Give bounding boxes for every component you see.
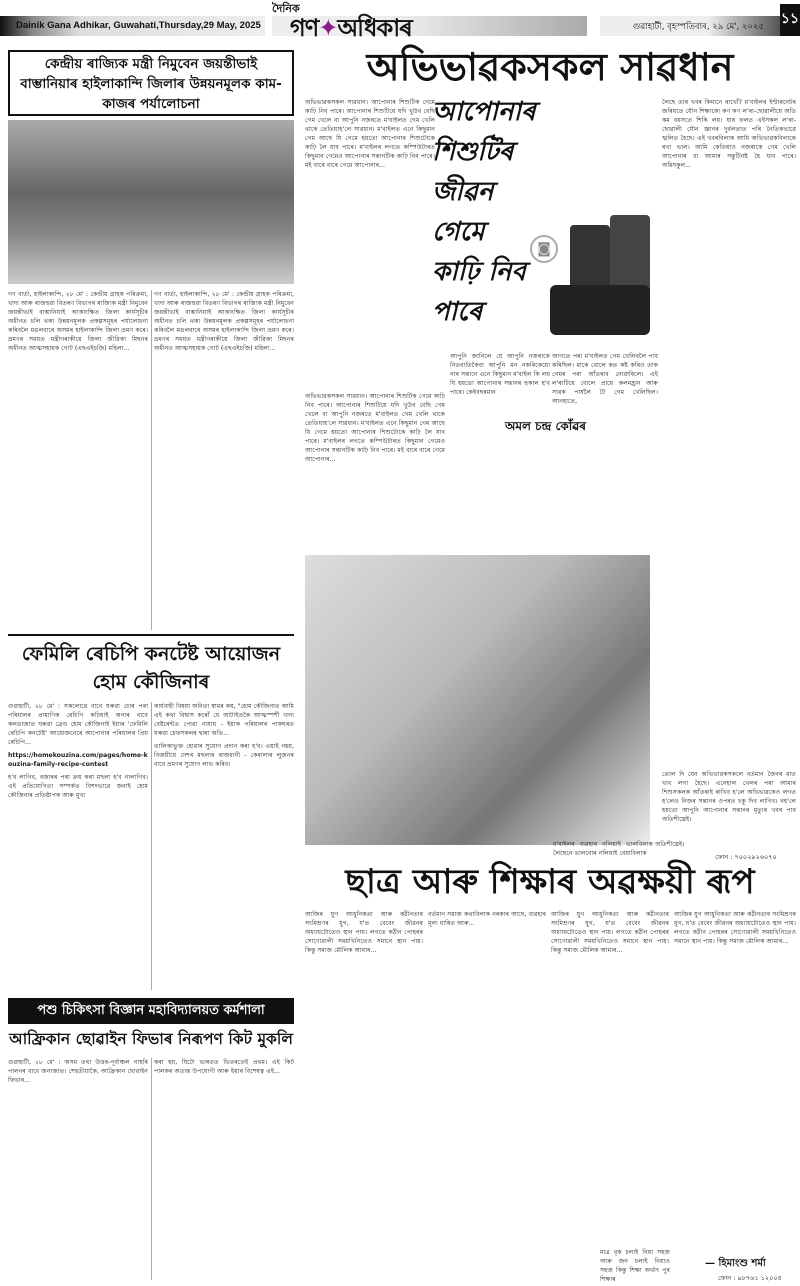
people-figure-icon: ✦ — [318, 14, 338, 42]
students-phone: ফোন : ৯৮৭৬১ ১২০০৫ — [718, 1274, 782, 1282]
minister-headline-box — [8, 50, 294, 116]
newspaper-logo[interactable] — [272, 0, 592, 42]
parents-body-left: অভিভাৱকসকল সাৱধান। আপোনাৰ শিশুটিক গেমে কাঢ়ি নিব পাৰে। আপোনাৰ শিশুটিয়ে যদি খুউব বেছি গেম খেলে বা আপুনি নজৰতে ম'বাইলত গেম খেলি থাকে তেতিয়াহ'লে সাৱধান। ম'বাইলত এনে কিছুমান গেম আছে যি গেমে হয়তো আপোনাৰ শিশুটোকে কাঢ়ি লৈ যাব পাৰে। ম'বাইলৰ লগতে কম্পিউটাৰত কিছুমান গেমেও আপোনাৰ সন্তানটিক কাঢ়ি নিব পাৰে। মই বাৰে বাৰে গেমে আপোনাৰ... — [305, 393, 445, 463]
students-col4: আজিৰ যুগ আধুনিকতা আৰু কঠীনতাৰ সংমিশ্ৰণৰ যুগ, য'ত বেবেং জীৱনৰ অধ্যায়টোতেও স্থান পায়। লগতে কঠীন পোহৰৰ সোণোৱালী সময়খিনিতেও সমানে স্থান পায়। কিন্তু সমাজ মৌলিক আমাৰ... — [674, 911, 796, 945]
students-col3: আজিৰ যুগ আধুনিকতা আৰু কঠীনতাৰ সংমিশ্ৰণৰ যুগ, য'ত বেবেং জীৱনৰ অধ্যায়টোতেও স্থান পায়। লগতে কঠীন পোহৰৰ সোণোৱালী সময়খিনিতেও সমানে স্থান পায়। কিন্তু সমাজ মৌলিক আমাৰ... — [551, 911, 669, 954]
group-photo — [8, 120, 294, 284]
mobile-games-illustration — [530, 215, 650, 340]
pull-quote: আপোনাৰ শিশুটিৰ জীৱন গেমে কাঢ়ি নিব পাৰে — [432, 97, 536, 327]
logo-title: গণ✦অধিকাৰ — [290, 14, 412, 42]
vet-kicker[interactable]: পশু চিকিৎসা বিজ্ঞান মহাবিদ্যালয়ত কৰ্মশালা — [8, 998, 294, 1024]
parents-tail-mid: অতিশীঘ্ৰেই। — [655, 841, 685, 848]
android-icon: ◙ — [530, 235, 558, 263]
parents-right-col: লৈছে তাৰ খবৰ কিমানে ৰাখোঁ? ম'বাইলৰ ইণ্টাৰনেটৰ জৰিয়তে যৌন শিক্ষাকো কণ কণ ল'ৰা-ছোৱালীয়ে অতি কম বয়সতে শিকি লয়। যাৰ ফলত এইসকল ল'ৰা-ছোৱালী যৌন জ্ঞানৰ দুৰ্বলতাত পৰি নৈতিকভাৱে স্খলিত হৈছে। এই খবৰবিলাক আমি অভিভাৱকবিলাকে ৰখা ভাল। আমি কেতিয়াও নজৰাকে গেম খেলি আপোনাৰ বা আমাৰ সন্তুটিনষ্ট হৈ যাব পাৰে। অমিযকুল... — [662, 99, 796, 169]
parents-mid-text: আপুনি জানিলে যে আপুনি নজৰাকে নিতবাতিকৈবা আপুনি মন নকৰিকেয়ো নাৰ সন্তানে এনে কিছুমান ম'বাইল কি লয় যি হয়তো আপোনাৰ সন্তানৰ হুকাল হ'ব পাৰে। কেইবছৰমান — [450, 353, 550, 396]
parents-col4: আগতে পৰা ম'বাইলত গেম খেলিবলৈ পাব কৰিছিল। মাকে বোলে কত কষ্ট কৰিও তাক গেমৰ পৰা আঁতৰাব নোৱাৰিলে। এই ল'ৰাটিয়ে বোলে প্ৰায়ে কলমহ্ৰান আৰু সাৱক পাৰ্ষলৈ টৈ গেম খেলিছিল। আনহাতে, — [552, 353, 658, 405]
assamese-dateline-bar — [600, 16, 780, 36]
girl-with-headphones-photo — [305, 555, 650, 845]
minister-headline[interactable]: কেন্দ্ৰীয় ৰাজ্যিক মন্ত্ৰী নিমুবেন জয়ন্তীভাই বাম্ভানিয়াৰ হাইলাকান্দি জিলাৰ উন্নয়নমূলক কাম-কাজৰ পৰ্যালোচনা — [20, 56, 282, 112]
english-dateline-bar — [0, 16, 265, 36]
parents-phone: ফোন : ৭০০২৯২৬০৭০ — [715, 853, 777, 861]
logo-prefix: দৈনিক — [272, 2, 300, 15]
recipe-url[interactable]: https://homekouzina.com/pages/home-kouzina-family-recipe-contest — [8, 752, 148, 768]
students-tail: মাত্ৰ বৃক চলাই নিয়া সহজ আৰু জন চলাই নিয়াও সহজ কিন্তু শিক্ষা অৰ্থাৎ পুৰ শিক্ষাৰ — [600, 1249, 670, 1283]
vet-body-col2: কৰা হয়, যিটো ভাৰতত ভিতৰতেই প্ৰথম। এই কিট পালকৰ অত্যন্ত উপযোগী আৰু ইয়াৰ বিশেষত্ব এই... — [154, 1059, 294, 1075]
parents-author: অমল চন্দ্ৰ কোঁৱৰ — [505, 419, 587, 433]
vet-headline[interactable]: আফ্ৰিকান ছোৱাইন ফিভাৰ নিৰূপণ কিট মুকলি — [9, 1030, 293, 1048]
english-dateline: Dainik Gana Adhikar, Guwahati,Thursday,29 May, 2025 — [16, 20, 261, 31]
students-headline[interactable]: ছাত্ৰ আৰু শিক্ষাৰ অৱক্ষয়ী ৰূপ — [345, 862, 755, 902]
parents-headline[interactable]: অভিভাৱকসকল সাৱধান — [366, 45, 734, 89]
students-col1: আজিৰ যুগ আধুনিকতা আৰু কঠীনতাৰ সংমিশ্ৰণৰ যুগ, য'ত বেবেং জীৱনৰ অধ্যায়টোতেও স্থান পায়। লগতে কঠীন পোহৰৰ সোণোৱালী সময়খিনিতেও সমানে স্থান পায়। কিন্তু সমাজ মৌলিক আমাৰ... — [305, 911, 423, 954]
students-col2: বৰ্তমান সমাজ কথাবিলাক নৰকাৰ আছে, ব্যৱহাৰ মূল্য ধাৰিত আৰু... — [428, 911, 546, 927]
minister-body-col2: গণ বাৰ্তা, হাইলাকান্দি, ২৮ মে' : কেন্দ্ৰীয় গ্ৰাহক পৰিক্ৰমা, খাদ্য আৰু ৰাজহুৱা বিতৰণ বিভাগৰ ৰাজ্যিক মন্ত্ৰী নিমুবেন জয়ন্তীভাই বাম্ভানিয়াই আকাংক্ষিত জিলা কাৰ্যসূচীৰ অধীনত চলি থকা উন্নয়নমূলক প্ৰকল্পসমূহৰ পৰ্যালোচনা কৰিবলৈ মঙলবাৰে অসমৰ হাইলাকান্দি জিলা ভ্ৰমণ কৰে। ভ্ৰমণৰ সময়ত মন্ত্ৰীগৰাকীয়ে জিলা জীৱিকা মিছনৰ অধীনত আত্মসহায়ক গোট (এছএইচজি) মহিলা... — [154, 291, 294, 352]
parents-tail-right: তোল দি যেন অভিভাৱকসকলে বৰ্তমান জৈবৰ মাত খাব লগা হৈছে। এনেহাল খেলৰ পৰা আমাৰ শিশুসকলক আঁতৰাই ৰাখিব হ'লে অভিভাৱকেও লগত হ'লেও নিজৰ সন্তানৰ ওপৰত চকু দিব লাগিব। নহ'লে হয়তো আপুনি আপোনাৰ সন্তানৰ মৃত্যুৰ খবৰ পাব অতিশীঘ্ৰেই। — [662, 771, 796, 823]
recipe-body-col1: গুৱাহাটী, ২৮ মে' : সকলোৱে বাবে ঘৰুৱা চোৰ পৰা পৰিয়ালৰ প্ৰামাণিক ৰেচিপি কঢ়িয়াই অনাৰ বাবে কলঙাজাত ঘৰুৱা ব্ৰেণ্ড হোম কৌজিনাই ইয়াৰ 'ফেমিলি ৰেচিপি কনটেষ্ট' আয়োজনেৰে আপোনাৰ পৰিয়ালৰ প্ৰিয় ৰেচিপি... https://homekouzina.com/pages/home-kouzina-family-recipe-contest হ'ব লাগিব, বজাৰৰ পৰা ক্ৰয় কৰা মছলা হ'ব নালাগিব। এই প্ৰতিযোগিতা সম্পৰ্কত বিশদভাৱে জনাই হোম কৌজিনাৰ প্ৰতিষ্ঠাপক আৰু মুখ্য — [8, 703, 148, 799]
recipe-headline[interactable]: ফেমিলি ৰেচিপি কনটেষ্ট আয়োজন হোম কৌজিনাৰ — [21, 643, 281, 693]
page-number: ১১ — [780, 4, 800, 36]
recipe-body-col2: কাৰ্যবাহী বিষয়া অনিতা স্বামৰ কয়, "হোম কৌজিনাত আমি এই কথা বিশ্বাস কৰোঁ যে আটাইতকৈ আত্মস্পৰ্শী খাদ্য বেষ্টৰেন্টত পোৱা নাযায় - ইয়াক পৰিয়ালৰ পাকঘৰত ঘৰুৱা চেফসকলৰ দ্বাৰা অতি... তালিকাভুক্ত হোৱাৰ সুযোগ প্ৰদান কৰা হ'ব। এয়াই নহয়, বিজয়ীয়ে দেশৰ মছলাৰ ৰাজধানী - কেৰালাৰ লুজনৰ বাবে ভ্ৰমণৰ সুযোগ লাভ কৰিব। — [154, 703, 294, 768]
minister-body: গণ বাৰ্তা, হাইলাকান্দি, ২৮ মে' : কেন্দ্ৰীয় গ্ৰাহক পৰিক্ৰমা, খাদ্য আৰু ৰাজহুৱা বিতৰণ বিভাগৰ ৰাজ্যিক মন্ত্ৰী নিমুবেন জয়ন্তীভাই বাম্ভানিয়াই আকাংক্ষিত জিলা কাৰ্যসূচীৰ অধীনত চলি থকা উন্নয়নমূলক প্ৰকল্পসমূহৰ পৰ্যালোচনা কৰিবলৈ মঙলবাৰে অসমৰ হাইলাকান্দি জিলা ভ্ৰমণ কৰে। ভ্ৰমণৰ সময়ত মন্ত্ৰীগৰাকীয়ে জিলা জীৱিকা মিছনৰ অধীনত আত্মসহায়ক গোট (এছএইচজি) মহিলা... — [8, 291, 148, 352]
parents-intro: অভিভাৱকসকল সাৱধান। আপোনাৰ শিশুটিক গেমে কাঢ়ি নিব পাৰে। আপোনাৰ শিশুটিয়ে যদি খুউব বেছি গেম খেলে বা আপুনি নজৰতে ম'বাইলত গেম খেলি থাকে তেতিয়াহ'লে সাৱধান। ম'বাইলত এনে কিছুমান গেম আছে যি গেমে হয়তো আপোনাৰ শিশুটোকে কাঢ়ি লৈ যাব পাৰে। ম'বাইলৰ লগতে কম্পিউটাৰত কিছুমান গেমেও আপোনাৰ সন্তানটিক কাঢ়ি নিব পাৰে। মই বাৰে বাৰে গেমে আপোনাৰ... — [305, 99, 435, 169]
parents-tail-left: ম'বাইলৰ ব্যৱহাৰ নলিয়াই ভালবিলাক লৈছেনে ভালবোৰ নলিয়াই বেয়াবিলাক — [553, 841, 653, 857]
masthead — [0, 0, 800, 42]
vet-body-col1: গুৱাহাটী, ২৮ মে' : অসম তথা উত্তৰ-পূৰ্বাঞ্চল গাহৰি পালনৰ বাবে জনাজাত। শেহতীয়াকৈ, আফ্ৰিকান ছোৱাইন ফিভাৰ... — [8, 1059, 148, 1084]
assamese-dateline: গুৱাহাটী, বৃহস্পতিবাৰ, ২৯ মে', ২০২৫ — [632, 22, 764, 32]
students-author: — হিমাংশু শৰ্মা — [705, 1258, 766, 1269]
